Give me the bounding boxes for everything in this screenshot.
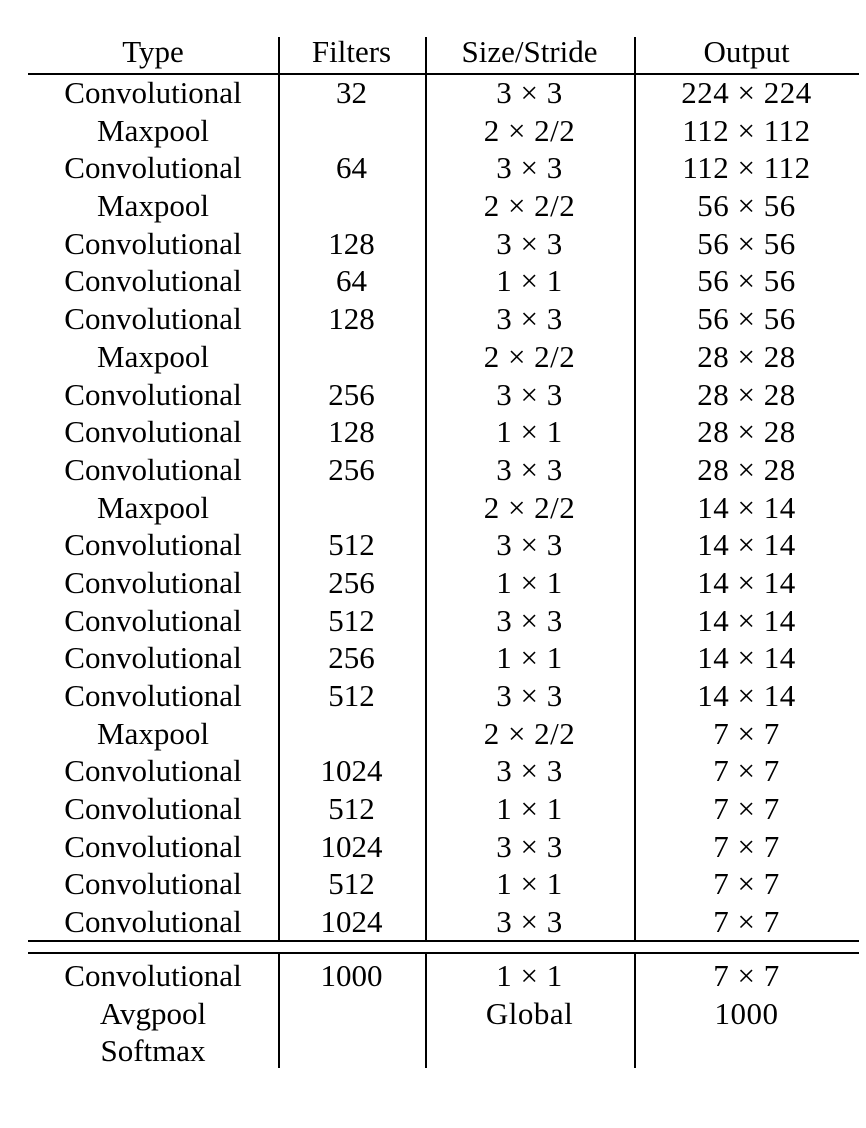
- table-row: [28, 957, 859, 995]
- cell-filters: 512: [328, 791, 375, 827]
- cell-size-stride: 1 × 1: [496, 414, 563, 450]
- cell-type: Convolutional: [64, 957, 242, 993]
- table-row: [28, 149, 859, 187]
- cell-filters: 512: [328, 602, 375, 638]
- cell-output: 7 × 7: [713, 791, 780, 827]
- table-classifier-section: [28, 957, 859, 1070]
- cell-type: Convolutional: [64, 301, 242, 337]
- table-row: [28, 1032, 859, 1070]
- table-header-row: [28, 30, 859, 74]
- table-row: [28, 376, 859, 414]
- table-row: [28, 338, 859, 376]
- cell-type: Maxpool: [97, 338, 209, 374]
- cell-type: Convolutional: [64, 263, 242, 299]
- cell-type: Convolutional: [64, 753, 242, 789]
- cell-filters: 32: [336, 75, 367, 110]
- cell-type: Convolutional: [64, 866, 242, 902]
- cell-type: Convolutional: [64, 640, 242, 676]
- cell-output: 14 × 14: [697, 564, 796, 600]
- table-row: [28, 790, 859, 828]
- cell-filters: 1024: [320, 904, 383, 940]
- table-row: [28, 715, 859, 753]
- double-rule-bottom: [28, 952, 859, 954]
- cell-type: Convolutional: [64, 527, 242, 563]
- cell-output: 14 × 14: [697, 489, 796, 525]
- cell-size-stride: 3 × 3: [496, 451, 563, 487]
- cell-size-stride: 1 × 1: [496, 957, 563, 993]
- cell-size-stride: 3 × 3: [496, 527, 563, 563]
- column-divider-1-lower: [278, 953, 280, 1068]
- cell-output: 28 × 28: [697, 338, 796, 374]
- cell-size-stride: 1 × 1: [496, 866, 563, 902]
- table-row: [28, 74, 859, 112]
- cell-size-stride: 2 × 2/2: [483, 338, 576, 374]
- cell-type: Convolutional: [64, 75, 242, 110]
- cell-type: Convolutional: [64, 225, 242, 261]
- table-body: [28, 74, 859, 941]
- cell-type: Convolutional: [64, 602, 242, 638]
- cell-output: 7 × 7: [713, 715, 780, 751]
- column-divider-3-lower: [634, 953, 636, 1068]
- cell-output: 56 × 56: [697, 188, 796, 224]
- cell-filters: 64: [336, 263, 367, 299]
- cell-filters: 1024: [320, 828, 383, 864]
- cell-output: 14 × 14: [697, 602, 796, 638]
- cell-output: 28 × 28: [697, 451, 796, 487]
- cell-size-stride: 1 × 1: [496, 640, 563, 676]
- table-row: [28, 752, 859, 790]
- cell-type: Convolutional: [64, 904, 242, 940]
- cell-type: Maxpool: [97, 188, 209, 224]
- cell-filters: 128: [328, 301, 375, 337]
- cell-size-stride: 1 × 1: [496, 791, 563, 827]
- header-rule: [28, 73, 859, 75]
- cell-output: 56 × 56: [697, 225, 796, 261]
- table-row: [28, 639, 859, 677]
- table-row: [28, 225, 859, 263]
- cell-filters: 128: [328, 414, 375, 450]
- architecture-table: [28, 30, 859, 1070]
- cell-filters: 64: [336, 150, 367, 186]
- cell-type: Convolutional: [64, 376, 242, 412]
- cell-size-stride: 2 × 2/2: [483, 715, 576, 751]
- header-type: Type: [122, 34, 184, 69]
- cell-output: 14 × 14: [697, 678, 796, 713]
- table-row: [28, 995, 859, 1033]
- cell-size-stride: 3 × 3: [496, 301, 563, 337]
- table-row: [28, 564, 859, 602]
- table-row: [28, 187, 859, 225]
- cell-size-stride: 3 × 3: [496, 376, 563, 412]
- cell-output: 224 × 224: [681, 75, 812, 110]
- cell-size-stride: 3 × 3: [496, 753, 563, 789]
- cell-filters: 512: [328, 866, 375, 902]
- cell-type: Maxpool: [97, 715, 209, 751]
- cell-filters: 1000: [320, 957, 383, 993]
- table-row: [28, 828, 859, 866]
- cell-size-stride: 3 × 3: [496, 225, 563, 261]
- cell-output: 28 × 28: [697, 414, 796, 450]
- cell-size-stride: 3 × 3: [496, 904, 563, 940]
- cell-size-stride: 2 × 2/2: [483, 112, 576, 148]
- cell-output: 28 × 28: [697, 376, 796, 412]
- cell-output: 14 × 14: [697, 527, 796, 563]
- cell-output: 1000: [714, 995, 779, 1031]
- table-row: [28, 677, 859, 715]
- cell-filters: 256: [328, 451, 375, 487]
- table-row: [28, 451, 859, 489]
- header-size-stride: Size/Stride: [461, 34, 598, 69]
- cell-output: 7 × 7: [713, 904, 780, 940]
- cell-type: Convolutional: [64, 828, 242, 864]
- column-divider-3: [634, 37, 636, 940]
- cell-size-stride: 2 × 2/2: [483, 489, 576, 525]
- cell-size-stride: 2 × 2/2: [483, 188, 576, 224]
- cell-output: 56 × 56: [697, 301, 796, 337]
- table-row: [28, 112, 859, 150]
- cell-filters: 256: [328, 640, 375, 676]
- table-row: [28, 903, 859, 941]
- cell-type: Maxpool: [97, 489, 209, 525]
- table-row: [28, 300, 859, 338]
- cell-size-stride: Global: [485, 995, 574, 1031]
- cell-type: Convolutional: [64, 791, 242, 827]
- cell-type: Avgpool: [99, 995, 207, 1031]
- cell-type: Convolutional: [64, 678, 242, 713]
- table-row: [28, 413, 859, 451]
- cell-size-stride: 3 × 3: [496, 75, 563, 110]
- cell-output: 14 × 14: [697, 640, 796, 676]
- cell-filters: 256: [328, 376, 375, 412]
- double-rule-top: [28, 940, 859, 942]
- table-row: [28, 262, 859, 300]
- cell-size-stride: 3 × 3: [496, 150, 563, 186]
- cell-type: Softmax: [100, 1033, 206, 1069]
- cell-size-stride: 3 × 3: [496, 678, 563, 713]
- cell-type: Maxpool: [97, 112, 209, 148]
- cell-type: Convolutional: [64, 564, 242, 600]
- cell-output: 7 × 7: [713, 866, 780, 902]
- cell-output: 112 × 112: [682, 150, 811, 186]
- cell-filters: 512: [328, 527, 375, 563]
- cell-type: Convolutional: [64, 414, 242, 450]
- cell-size-stride: 1 × 1: [496, 564, 563, 600]
- cell-filters: 1024: [320, 753, 383, 789]
- cell-type: Convolutional: [64, 451, 242, 487]
- cell-output: 7 × 7: [713, 753, 780, 789]
- cell-filters: 512: [328, 678, 375, 713]
- column-divider-2-lower: [425, 953, 427, 1068]
- cell-type: Convolutional: [64, 150, 242, 186]
- cell-output: 7 × 7: [713, 828, 780, 864]
- table-row: [28, 602, 859, 640]
- cell-output: 7 × 7: [713, 957, 780, 993]
- header-filters: Filters: [311, 34, 392, 69]
- cell-filters: 128: [328, 225, 375, 261]
- table-row: [28, 526, 859, 564]
- table-row: [28, 489, 859, 527]
- header-output: Output: [703, 34, 790, 69]
- cell-output: 56 × 56: [697, 263, 796, 299]
- cell-size-stride: 1 × 1: [496, 263, 563, 299]
- cell-output: 112 × 112: [682, 112, 811, 148]
- cell-size-stride: 3 × 3: [496, 602, 563, 638]
- cell-size-stride: 3 × 3: [496, 828, 563, 864]
- column-divider-2: [425, 37, 427, 940]
- cell-filters: 256: [328, 564, 375, 600]
- table-row: [28, 865, 859, 903]
- column-divider-1: [278, 37, 280, 940]
